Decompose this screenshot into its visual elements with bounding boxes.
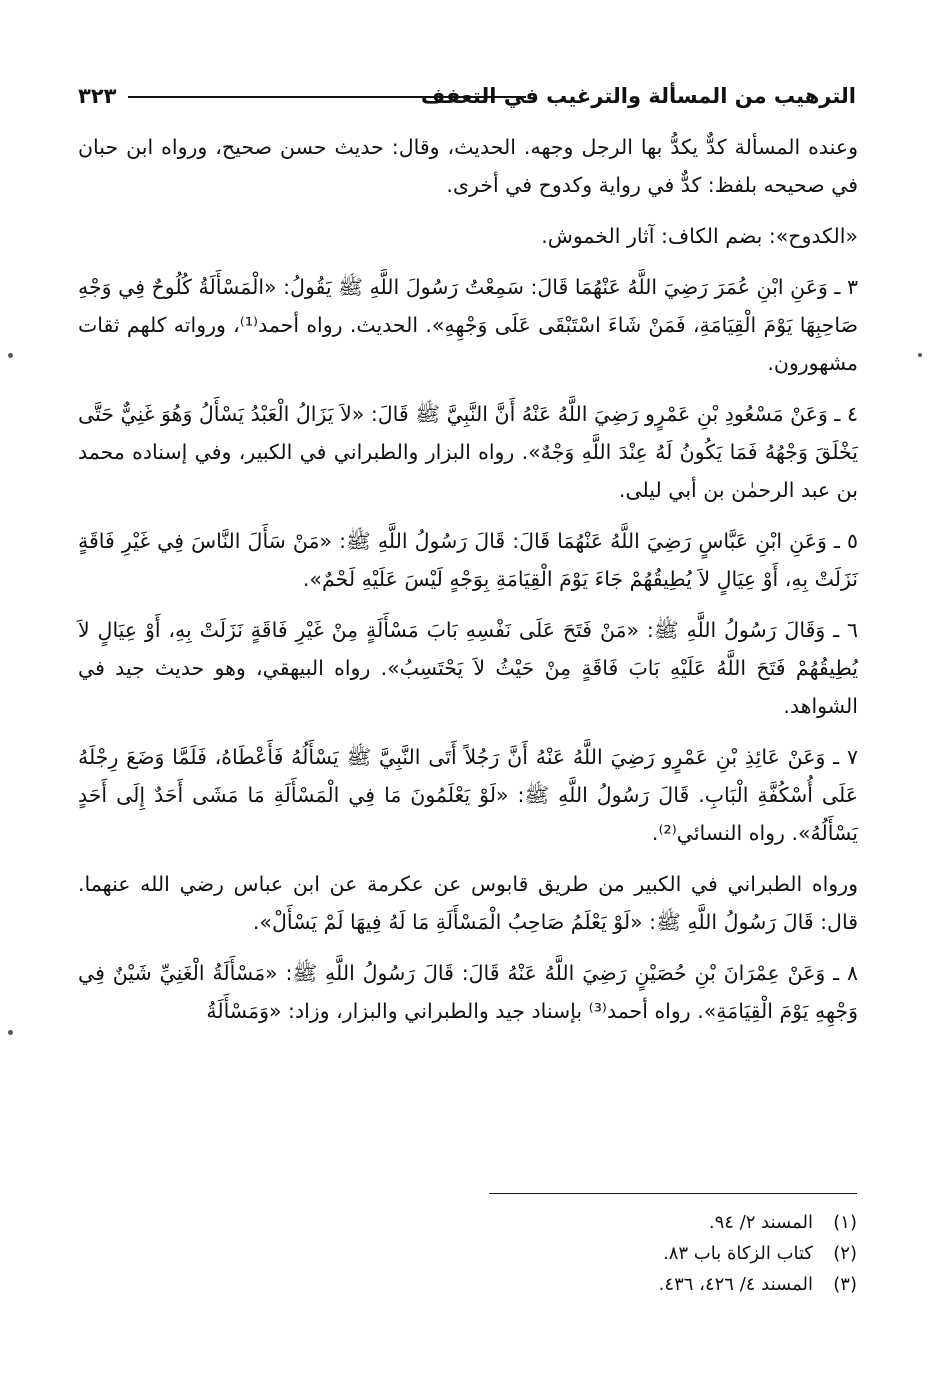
footnote-item — [357, 1207, 857, 1238]
footnote-number: (٣) — [833, 1274, 857, 1295]
hadith-5: ٥ ـ وَعَنِ ابْنِ عَبَّاسٍ رَضِيَ اللَّهُ عَنْهُمَا قَالَ: قَالَ رَسُولُ اللَّهِ ﷺ: «مَنْ سَأَلَ النَّاسَ فِي غَيْرِ فَاقَةٍ نَزَلَتْ بِهِ، أَوْ عِيَالٍ لاَ يُطِيقُهُمْ جَاءَ يَوْمَ الْقِيَامَةِ بِوَجْهٍ لَيْسَ عَلَيْهِ لَحْمٌ». — [78, 529, 858, 591]
footnote-item — [357, 1238, 857, 1269]
footnote-item — [357, 1269, 857, 1300]
page-number: ٣٢٣ — [78, 84, 117, 108]
footnote-number: (١) — [833, 1212, 857, 1233]
running-header — [78, 78, 856, 118]
paragraph-tabarani: ورواه الطبراني في الكبير من طريق قابوس عن عكرمة عن ابن عباس رضي الله عنهما. قال: قَالَ رَسُولُ اللَّهِ ﷺ: «لَوْ يَعْلَمُ صَاحِبُ الْمَسْأَلَةِ مَا لَهُ فِيهَا لَمْ يَسْأَلْ». — [78, 872, 858, 934]
footnote-text: المسند ٤/ ٤٢٦، ٤٣٦. — [658, 1274, 813, 1295]
paragraph-definition: «الكدوح»: بضم الكاف: آثار الخموش. — [541, 224, 858, 248]
hadith-7: ٧ ـ وَعَنْ عَائِذِ بْنِ عَمْرٍو رَضِيَ اللَّهُ عَنْهُ أَنَّ رَجُلاً أَتَى النَّبِيَّ ﷺ يَسْأَلُهُ فَأَعْطَاهُ، فَلَمَّا وَضَعَ رِجْلَهُ عَلَى أُسْكُفَّةِ الْبَابِ. قَالَ رَسُولُ اللَّهِ ﷺ: «لَوْ يَعْلَمُونَ مَا فِي الْمَسْأَلَةِ مَا مَشَى أَحَدٌ إِلَى أَحَدٍ يَسْأَلُهُ». رواه النسائي⁽²⁾. — [78, 745, 858, 845]
hadith-4: ٤ ـ وَعَنْ مَسْعُودِ بْنِ عَمْرٍو رَضِيَ اللَّهُ عَنْهُ أَنَّ النَّبِيَّ ﷺ قَالَ: «لاَ يَزَالُ الْعَبْدُ يَسْأَلُ وَهُوَ غَنِيٌّ حَتَّى يَخْلَقَ وَجْهُهُ فَمَا يَكُونُ لَهُ عِنْدَ اللَّهِ وَجْهٌ». رواه البزار والطبراني في الكبير، وفي إسناده محمد بن عبد الرحمٰن بن أبي ليلى. — [78, 402, 858, 502]
scan-speck — [8, 1030, 13, 1035]
footnotes — [357, 1207, 857, 1300]
hadith-3: ٣ ـ وَعَنِ ابْنِ عُمَرَ رَضِيَ اللَّهُ عَنْهُمَا قَالَ: سَمِعْتُ رَسُولَ اللَّهِ ﷺ يَقُولُ: «الْمَسْأَلَةُ كُلُوحٌ فِي وَجْهِ صَاحِبِهَا يَوْمَ الْقِيَامَةِ، فَمَنْ شَاءَ اسْتَبْقَى عَلَى وَجْهِهِ». الحديث. رواه أحمد⁽¹⁾، ورواته كلهم ثقات مشهورون. — [78, 275, 858, 375]
paragraph-continuation: وعنده المسألة كدٌّ يكدُّ بها الرجل وجهه. الحديث، وقال: حديث حسن صحيح، ورواه ابن حبان في صحيحه بلفظ: كدٌّ في رواية وكدوح في أخرى. — [78, 135, 858, 197]
scan-speck — [8, 353, 13, 358]
hadith-6: ٦ ـ وَقَالَ رَسُولُ اللَّهِ ﷺ: «مَنْ فَتَحَ عَلَى نَفْسِهِ بَابَ مَسْأَلَةٍ مِنْ غَيْرِ فَاقَةٍ نَزَلَتْ بِهِ، أَوْ عِيَالٍ لاَ يُطِيقُهُمْ فَتَحَ اللَّهُ عَلَيْهِ بَابَ فَاقَةٍ مِنْ حَيْثُ لاَ يَحْتَسِبُ». رواه البيهقي، وهو حديث جيد في الشواهد. — [78, 618, 858, 718]
header-rule — [128, 96, 526, 98]
header-title: الترهيب من المسألة والترغيب في التعفف — [420, 84, 856, 108]
footnote-separator — [489, 1193, 857, 1194]
footnote-text: كتاب الزكاة باب ٨٣. — [662, 1243, 813, 1264]
footnote-text: المسند ٢/ ٩٤. — [708, 1212, 813, 1233]
scan-speck — [918, 353, 922, 357]
main-text — [78, 128, 858, 1043]
footnote-number: (٢) — [833, 1243, 857, 1264]
hadith-8: ٨ ـ وَعَنْ عِمْرَانَ بْنِ حُصَيْنٍ رَضِيَ اللَّهُ عَنْهُ قَالَ: قَالَ رَسُولُ اللَّهِ ﷺ: «مَسْأَلَةُ الْغَنِيِّ شَيْنٌ فِي وَجْهِهِ يَوْمَ الْقِيَامَةِ». رواه أحمد⁽³⁾ بإسناد جيد والطبراني والبزار، وزاد: «وَمَسْأَلَةُ — [78, 961, 858, 1023]
